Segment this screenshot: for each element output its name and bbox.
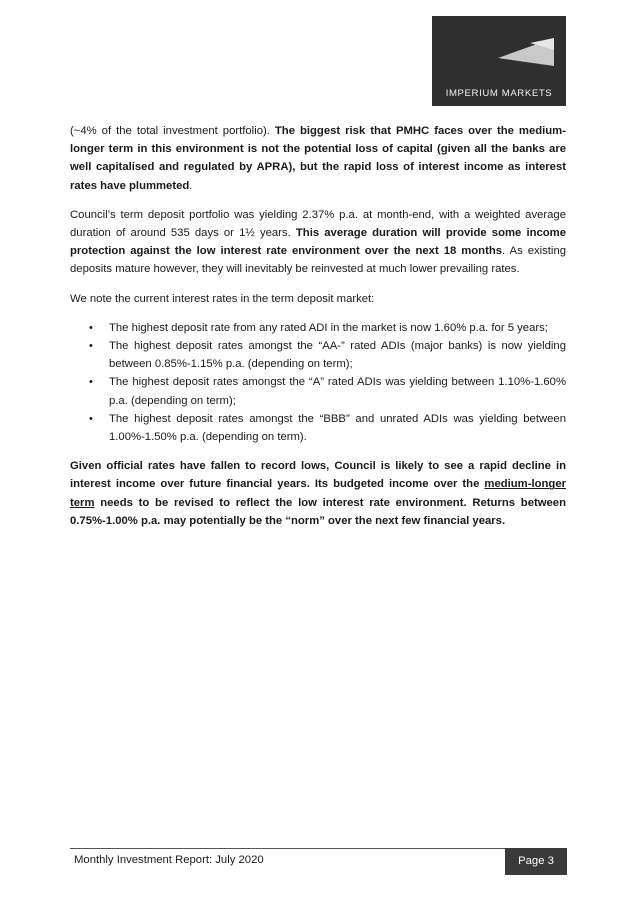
bullet-icon: • (89, 412, 93, 425)
list-item: • The highest deposit rates amongst the “AA-” rated ADIs (major banks) is now yielding between 0.85%-1.15% p.a. (depending on term); (70, 337, 566, 373)
conclusion-paragraph: Given official rates have fallen to record lows, Council is likely to see a rapid decline in interest income over future financial years. Its budgeted income over the medium-longer term needs to be revised to reflect the low interest rate environment. Returns between 0.75%-1.00% p.a. may potentially be the “norm” over the next few financial years. (70, 460, 566, 527)
list-item: • The highest deposit rates amongst the “BBB” and unrated ADIs was yielding between 1.00%-1.50% p.a. (depending on term). (70, 410, 566, 446)
intro-paragraph: (~4% of the total investment portfolio). The biggest risk that PMHC faces over the medium-longer term in this environment is not the potential loss of capital (given all the banks are well capitalised and regulated by APRA), but the rapid loss of interest income as interest rates have plummeted. (70, 125, 566, 192)
footer-divider (70, 848, 567, 849)
footer-report-title: Monthly Investment Report: July 2020 (74, 854, 264, 866)
report-body (70, 122, 566, 541)
page-number-badge: Page 3 (505, 848, 567, 875)
rates-intro: We note the current interest rates in the term deposit market: (70, 292, 375, 305)
rates-list (70, 319, 566, 446)
portfolio-paragraph: Council’s term deposit portfolio was yielding 2.37% p.a. at month-end, with a weighted average duration of around 535 days or 1½ years. This average duration will provide some income protection against the low interest rate environment over the next 18 months. As existing deposits mature however, they will inevitably be reinvested at much lower prevailing rates. (70, 208, 567, 276)
bullet-icon: • (89, 340, 93, 353)
list-item: • The highest deposit rates amongst the “A” rated ADIs was yielding between 1.10%-1.60% p.a. (depending on term); (70, 373, 566, 409)
list-item: • The highest deposit rate from any rated ADI in the market is now 1.60% p.a. for 5 years; (70, 319, 566, 337)
imperium-markets-logo (432, 16, 566, 106)
logo-brand-text: IMPERIUM MARKETS (445, 88, 553, 99)
bullet-icon: • (89, 376, 93, 389)
bullet-icon: • (89, 321, 93, 334)
